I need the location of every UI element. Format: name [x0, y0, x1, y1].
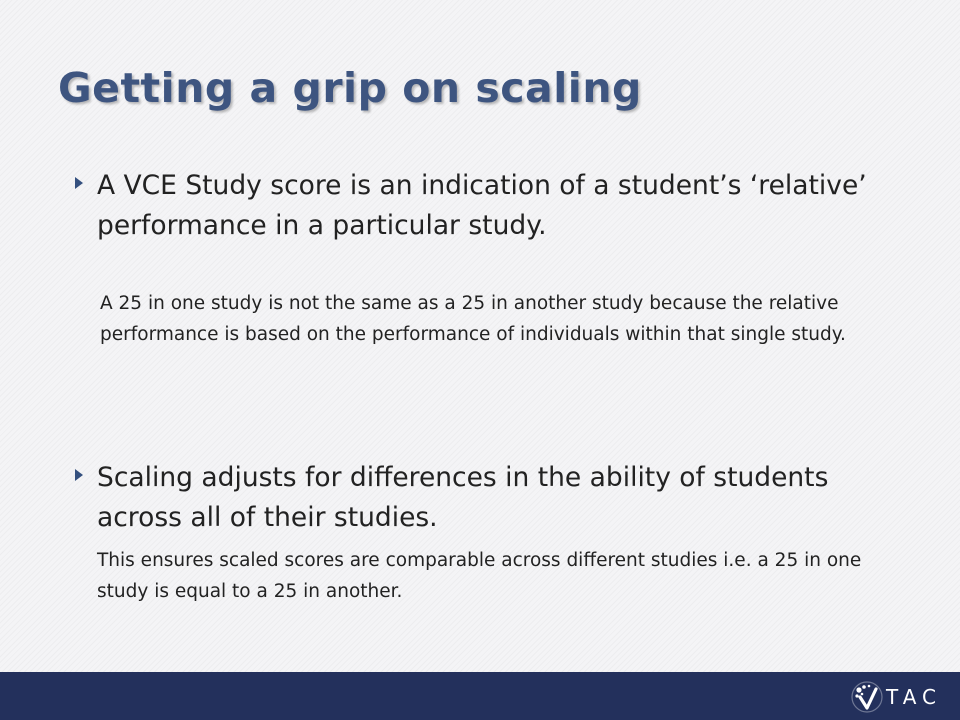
bullet-text: A VCE Study score is an indication of a student’s ‘relative’ performance in a particular study.: [97, 170, 867, 241]
vtac-logo: [850, 680, 942, 714]
vtac-logo-icon: [850, 680, 884, 714]
arrow-right-icon: [75, 469, 83, 481]
footer-bar: [0, 672, 960, 720]
slide-title: Getting a grip on scaling: [58, 64, 642, 112]
bullet-item: [75, 458, 905, 538]
logo-text: TAC: [886, 685, 942, 709]
bullet-text: Scaling adjusts for differences in the ability of students across all of their studies.: [97, 462, 829, 533]
arrow-right-icon: [75, 177, 83, 189]
bullet-item: [75, 166, 905, 246]
bullet-detail: A 25 in one study is not the same as a 25 in another study because the relative performance is based on the performance of individuals within that single study.: [100, 293, 846, 345]
bullet-detail: This ensures scaled scores are comparable across different studies i.e. a 25 in one study is equal to a 25 in another.: [97, 550, 862, 602]
